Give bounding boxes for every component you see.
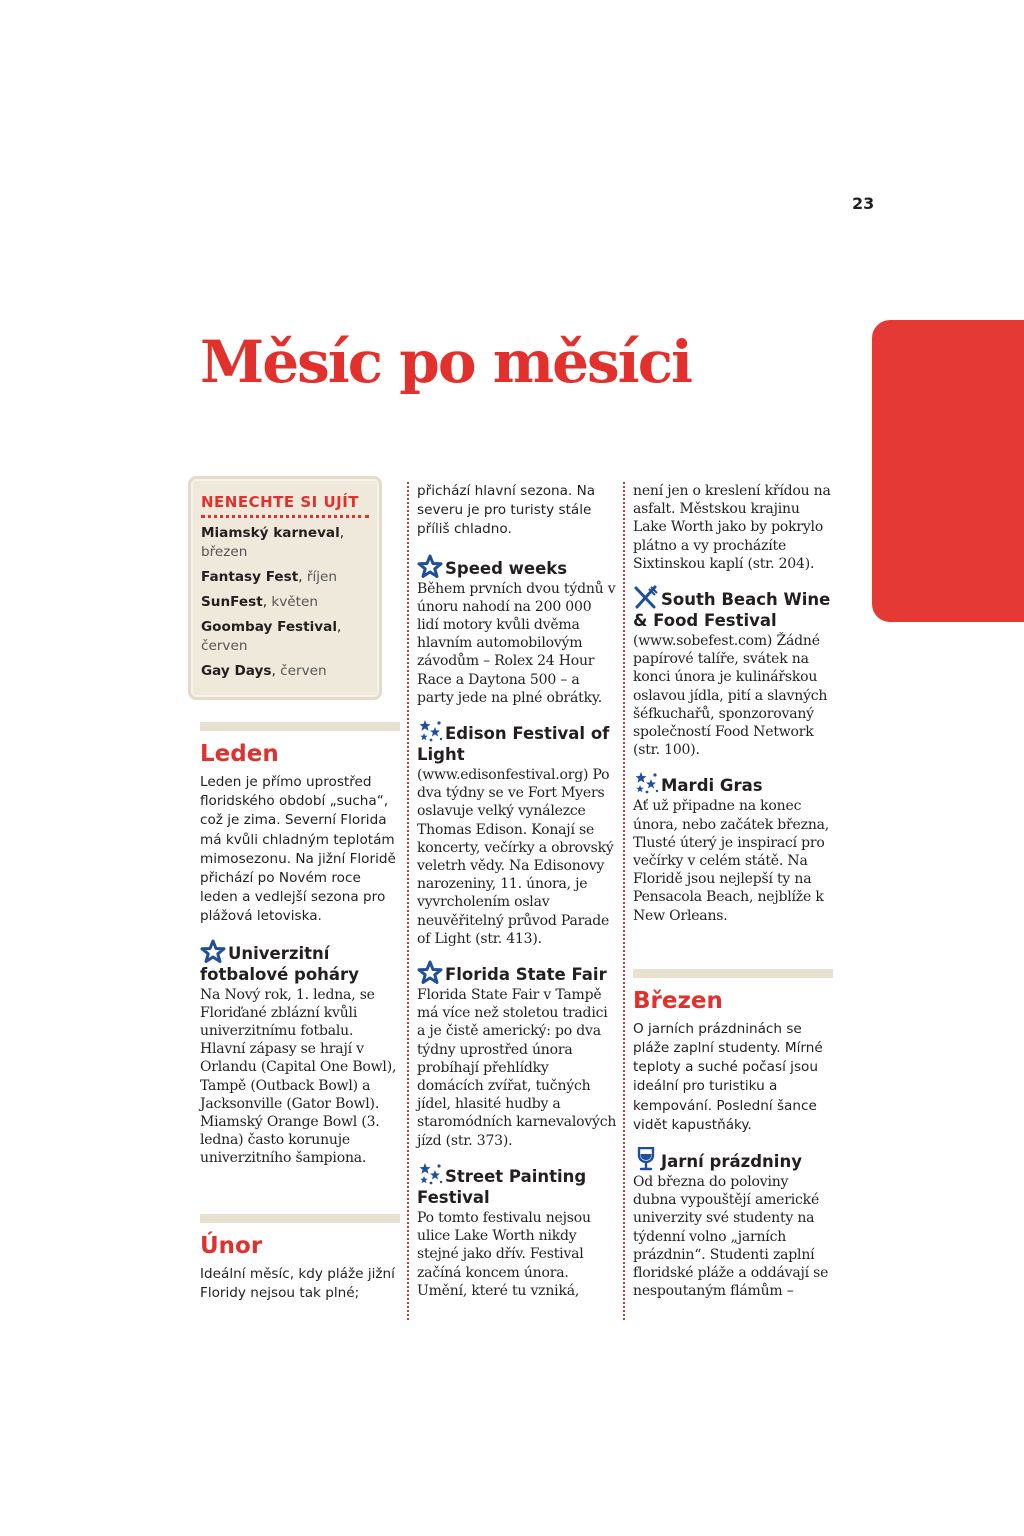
- event-heading: Mardi Gras: [633, 771, 833, 796]
- star-icon: [417, 554, 445, 578]
- event-text-continued: není jen o kreslení křídou na asfalt. Městskou krajinu Lake Worth jako by pokrylo plátno a vy procházíte Sixtinskou kaplí (str. 204).: [633, 483, 831, 572]
- section-bar: [633, 969, 833, 978]
- fireworks-icon: [417, 719, 445, 743]
- event-text: Během prvních dvou týdnů v únoru nahodí na 200 000 lidí motory kvůli dvěma hlavním automobilovým závodům – Rolex 24 Hour Race a Daytona 500 – a party jede na plné obrátky.: [417, 580, 616, 706]
- column-1: [200, 476, 400, 1303]
- star-icon: [200, 939, 228, 963]
- highlight-item: Miamský karneval, březen: [201, 525, 345, 560]
- month-heading-unor: Únor: [200, 1232, 263, 1259]
- event-heading: Street Painting Festival: [417, 1162, 617, 1208]
- event-heading: Florida State Fair: [417, 960, 617, 985]
- highlight-item: Gay Days, červen: [201, 663, 327, 679]
- event-heading: Edison Festival of Light: [417, 719, 617, 765]
- month-intro-continued: přichází hlavní sezona. Na severu je pro turisty stále příliš chladno.: [417, 483, 596, 538]
- month-heading-brezen: Březen: [633, 987, 723, 1014]
- page-title: Měsíc po měsíci: [200, 328, 692, 396]
- month-intro: Leden je přímo uprostřed floridského období „sucha“, což je zima. Severní Florida má kvůli chladným teplotám mimosezonu. Na jižní Floridě přichází po Novém roce leden a vedlejší sezona pro plážová letoviska.: [200, 774, 396, 925]
- highlights-title: NENECHTE SI UJÍT: [201, 493, 369, 518]
- page-number: 23: [852, 194, 875, 213]
- event-heading: Speed weeks: [417, 554, 617, 579]
- event-text: Na Nový rok, 1. ledna, se Floriďané zblázní kvůli univerzitnímu fotbalu. Hlavní zápasy se hrají v Orlandu (Capital One Bowl), Tampě (Outback Bowl) a Jacksonville (Gator Bowl). Miamský Orange Bowl (3. ledna) často korunuje univerzitního šampiona.: [200, 986, 397, 1167]
- highlight-item: Fantasy Fest, říjen: [201, 569, 338, 585]
- month-intro: Ideální měsíc, kdy pláže jižní Floridy nejsou tak plné;: [200, 1265, 395, 1301]
- column-divider: [623, 482, 625, 1320]
- column-3: [633, 482, 833, 1301]
- event-text: Od března do poloviny dubna vypouštějí americké univerzity své studenty na týdenní volno „jarních prázdnin“. Studenti zaplní floridské pláže a oddávají se nespoutaným flámům –: [633, 1174, 829, 1300]
- section-bar: [200, 722, 400, 731]
- fork-knife-icon: [633, 585, 661, 609]
- wine-glass-icon: [633, 1147, 661, 1171]
- fireworks-icon: [633, 771, 661, 795]
- highlight-item: SunFest, květen: [201, 594, 318, 610]
- event-heading: Jarní prázdniny: [633, 1147, 833, 1172]
- highlight-item: Goombay Festival, červen: [201, 619, 342, 654]
- event-text: Ať už připadne na konec února, nebo začátek března, Tlusté úterý je inspirací pro večírky v celém státě. Na Floridě jsou nejlepší ty na Pensacola Beach, nejblíže k New Orleans.: [633, 798, 830, 924]
- column-divider: [407, 482, 409, 1320]
- event-text: (www.edisonfestival.org) Po dva týdny se ve Fort Myers oslavuje velký vynálezce Thomas Edison. Konají se koncerty, večírky a obrovský veletrh vědy. Na Edisonovy narozeniny, 11. února, je vyvrcholením oslav neuvěřitelný průvod Parade of Light (str. 413).: [417, 767, 614, 947]
- event-text: Florida State Fair v Tampě má více než stoletou tradici a je čistě americký: po dva týdny uprostřed února probíhají přehlídky domácích zvířat, tučných jídel, hlasité hudby a staromódních karnevalových jízd (str. 373).: [417, 987, 617, 1149]
- event-heading: South Beach Wine & Food Festival: [633, 585, 833, 631]
- highlights-box: [188, 476, 382, 700]
- event-text: (www.sobefest.com) Žádné papírové talíře, svátek na konci února je kulinářskou oslavou jídla, pití a slavných šéfkuchařů, sponzorovaný společností Food Network (str. 100).: [633, 633, 828, 759]
- fireworks-icon: [417, 1162, 445, 1186]
- month-heading-leden: Leden: [200, 741, 279, 767]
- section-bar: [200, 1214, 400, 1223]
- column-2: [417, 482, 617, 1300]
- chapter-tab: [872, 320, 1024, 622]
- month-intro: O jarních prázdninách se pláže zaplní studenty. Mírné teploty a suché počasí jsou ideální pro turistiku a kempování. Poslední šance vidět kapustňáky.: [633, 1020, 823, 1133]
- event-heading: Univerzitní fotbalové poháry: [200, 939, 400, 985]
- event-text: Po tomto festivalu nejsou ulice Lake Worth nikdy stejné jako dřív. Festival začíná koncem února. Umění, které tu vzniká,: [417, 1209, 591, 1299]
- star-icon: [417, 960, 445, 984]
